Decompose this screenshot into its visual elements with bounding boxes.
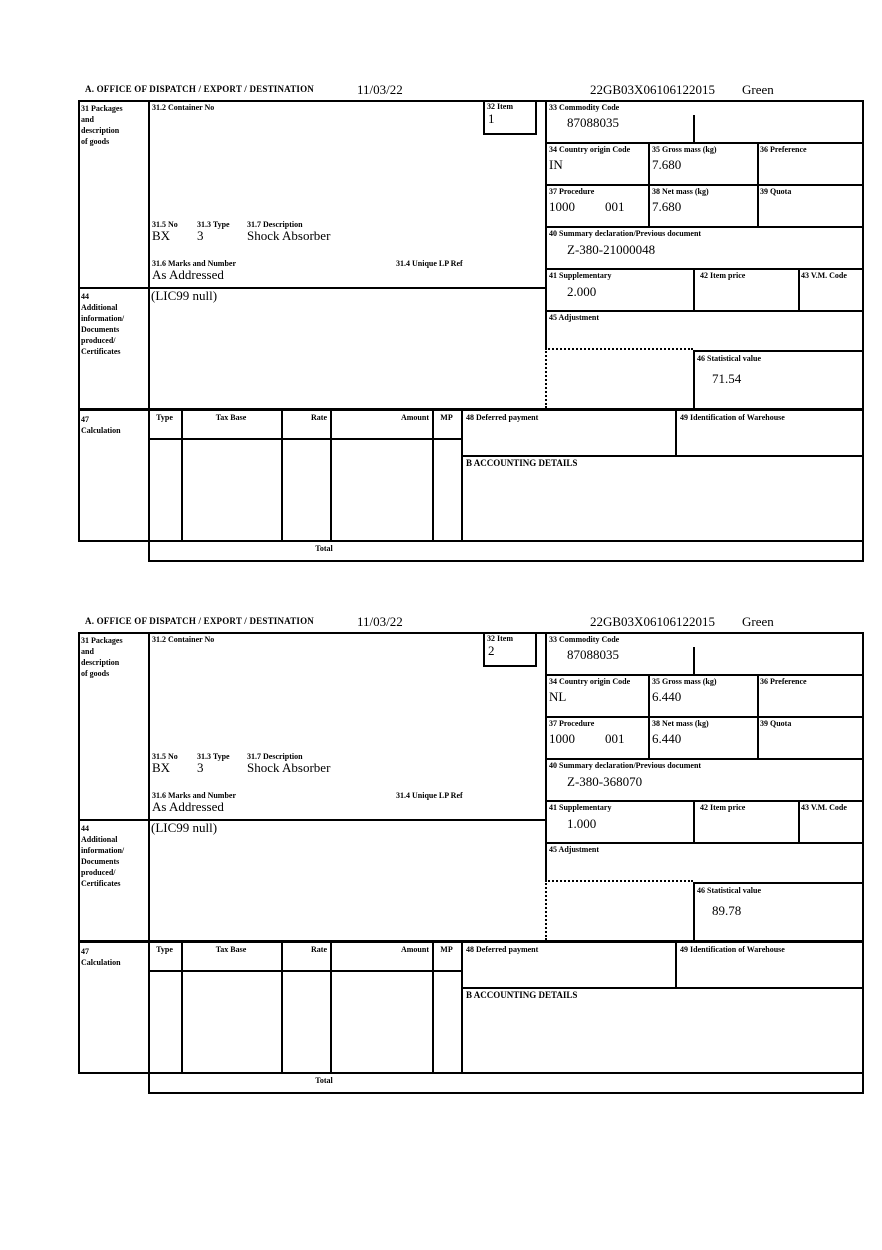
packages-no-value: BX: [152, 228, 171, 243]
box43-label: 43 V.M. Code: [801, 271, 847, 280]
grid-line: [432, 942, 434, 1072]
grid-line: [545, 310, 862, 312]
grid-line: [675, 410, 677, 455]
accounting-details-label: B ACCOUNTING DETAILS: [466, 458, 578, 468]
grid-line: [432, 410, 434, 540]
box42-label: 42 Item price: [700, 803, 746, 812]
declaration-item-section: [0, 614, 882, 1098]
box31-2-label: 31.2 Container No: [152, 103, 215, 112]
col-tax-base-label: Tax Base: [215, 413, 247, 422]
packages-type-value: 3: [197, 760, 204, 775]
grid-line: [148, 560, 864, 562]
grid-line: [281, 410, 283, 540]
grid-line: [78, 632, 864, 634]
grid-line: [545, 800, 862, 802]
previous-document-value: Z-380-21000048: [567, 242, 656, 257]
box31-5-label: 31.5 No: [152, 752, 178, 761]
col-mp-label: MP: [440, 413, 453, 422]
declaration-item-section: [0, 82, 882, 566]
declaration-reference: 22GB03X06106122015: [590, 82, 715, 97]
grid-line: [461, 942, 463, 1072]
supplementary-value: 1.000: [567, 816, 597, 831]
grid-line: [483, 100, 485, 133]
marks-value: As Addressed: [152, 799, 224, 814]
grid-line: [545, 184, 862, 186]
packages-no-value: BX: [152, 760, 171, 775]
grid-line: [545, 632, 547, 880]
grid-line: [148, 632, 150, 1094]
grid-line: [545, 758, 862, 760]
previous-document-value: Z-380-368070: [567, 774, 643, 789]
box37-label: 37 Procedure: [549, 187, 595, 196]
box31-4-label: 31.4 Unique LP Ref: [396, 259, 463, 268]
goods-description-value: Shock Absorber: [247, 228, 331, 243]
box40-label: 40 Summary declaration/Previous document: [549, 761, 702, 770]
procedure-additional-value: 001: [605, 731, 625, 746]
net-mass-value: 7.680: [652, 199, 682, 214]
grid-line: [545, 842, 862, 844]
col-amount-label: Amount: [400, 413, 429, 422]
box49-label: 49 Identification of Warehouse: [680, 413, 785, 422]
box34-label: 34 Country origin Code: [549, 677, 631, 686]
grid-line: [483, 665, 537, 667]
dotted-line: [545, 348, 693, 350]
office-of-dispatch-label: A. OFFICE OF DISPATCH / EXPORT / DESTINATION: [85, 616, 315, 626]
grid-line: [461, 410, 463, 540]
box41-label: 41 Supplementary: [549, 803, 612, 812]
declaration-date: 11/03/22: [357, 82, 403, 97]
item-number-value: 2: [488, 643, 495, 658]
grid-line: [535, 632, 537, 665]
box31-6-label: 31.6 Marks and Number: [152, 259, 237, 268]
grid-line: [148, 1092, 864, 1094]
box46-label: 46 Statistical value: [697, 354, 761, 363]
grid-line: [545, 268, 862, 270]
box38-label: 38 Net mass (kg): [652, 719, 709, 728]
additional-info-value: (LIC99 null): [151, 288, 218, 303]
box33-label: 33 Commodity Code: [549, 103, 620, 112]
box31-2-label: 31.2 Container No: [152, 635, 215, 644]
box40-label: 40 Summary declaration/Previous document: [549, 229, 702, 238]
box31-6-label: 31.6 Marks and Number: [152, 791, 237, 800]
box31-7-label: 31.7 Description: [247, 752, 303, 761]
box41-label: 41 Supplementary: [549, 271, 612, 280]
grid-line: [148, 100, 150, 562]
grid-line: [330, 410, 332, 540]
routing-indicator: Green: [742, 614, 774, 629]
grid-line: [545, 100, 547, 348]
box31-3-label: 31.3 Type: [197, 752, 230, 761]
box46-label: 46 Statistical value: [697, 886, 761, 895]
item-number-value: 1: [488, 111, 495, 126]
declaration-date: 11/03/22: [357, 614, 403, 629]
grid-line: [545, 674, 862, 676]
box35-label: 35 Gross mass (kg): [652, 677, 717, 686]
box35-label: 35 Gross mass (kg): [652, 145, 717, 154]
supplementary-value: 2.000: [567, 284, 597, 299]
routing-indicator: Green: [742, 82, 774, 97]
grid-line: [181, 410, 183, 540]
box34-label: 34 Country origin Code: [549, 145, 631, 154]
box31-label: 31 Packages and description of goods: [81, 104, 123, 146]
box37-label: 37 Procedure: [549, 719, 595, 728]
box31-label: 31 Packages and description of goods: [81, 636, 123, 678]
box32-label: 32 Item: [487, 634, 513, 643]
statistical-value: 89.78: [712, 903, 742, 918]
grid-line: [78, 408, 864, 411]
box45-label: 45 Adjustment: [549, 313, 600, 322]
grid-line: [545, 716, 862, 718]
accounting-details-label: B ACCOUNTING DETAILS: [466, 990, 578, 1000]
grid-line: [862, 632, 864, 1094]
grid-line: [648, 142, 650, 226]
procedure-value: 1000: [549, 731, 575, 746]
box39-label: 39 Quota: [760, 187, 792, 196]
box36-label: 36 Preference: [760, 677, 807, 686]
grid-line: [78, 632, 80, 1074]
commodity-code-value: 87088035: [567, 115, 619, 130]
grid-line: [693, 882, 695, 940]
grid-line: [330, 942, 332, 1072]
grid-line: [545, 226, 862, 228]
country-origin-value: NL: [549, 689, 567, 704]
gross-mass-value: 6.440: [652, 689, 682, 704]
dotted-line: [545, 348, 547, 408]
grid-line: [757, 674, 759, 758]
col-type-label: Type: [156, 945, 173, 954]
box42-label: 42 Item price: [700, 271, 746, 280]
grid-line: [78, 1072, 864, 1074]
box48-label: 48 Deferred payment: [466, 413, 539, 422]
box38-label: 38 Net mass (kg): [652, 187, 709, 196]
additional-info-value: (LIC99 null): [151, 820, 218, 835]
box43-label: 43 V.M. Code: [801, 803, 847, 812]
grid-line: [78, 940, 864, 943]
marks-value: As Addressed: [152, 267, 224, 282]
grid-line: [757, 142, 759, 226]
box31-5-label: 31.5 No: [152, 220, 178, 229]
box47-label: 47 Calculation: [81, 947, 121, 967]
box31-4-label: 31.4 Unique LP Ref: [396, 791, 463, 800]
col-tax-base-label: Tax Base: [215, 945, 247, 954]
commodity-code-value: 87088035: [567, 647, 619, 662]
grid-line: [78, 100, 864, 102]
box48-label: 48 Deferred payment: [466, 945, 539, 954]
grid-line: [148, 970, 461, 972]
procedure-value: 1000: [549, 199, 575, 214]
dotted-line: [545, 880, 547, 940]
box31-7-label: 31.7 Description: [247, 220, 303, 229]
box47-label: 47 Calculation: [81, 415, 121, 435]
dotted-line: [545, 880, 693, 882]
country-origin-value: IN: [549, 157, 563, 172]
box39-label: 39 Quota: [760, 719, 792, 728]
grid-line: [648, 674, 650, 758]
grid-line: [78, 100, 80, 542]
commodity-code-divider: [693, 647, 695, 674]
col-rate-label: Rate: [311, 413, 327, 422]
declaration-reference: 22GB03X06106122015: [590, 614, 715, 629]
gross-mass-value: 7.680: [652, 157, 682, 172]
grid-line: [693, 350, 695, 408]
net-mass-value: 6.440: [652, 731, 682, 746]
box33-label: 33 Commodity Code: [549, 635, 620, 644]
box44-label: 44 Additional information/ Documents produced/ Certificates: [81, 292, 125, 356]
total-label: Total: [315, 544, 333, 553]
grid-line: [798, 800, 800, 842]
grid-line: [798, 268, 800, 310]
grid-line: [483, 632, 485, 665]
grid-line: [693, 350, 862, 352]
procedure-additional-value: 001: [605, 199, 625, 214]
grid-line: [483, 133, 537, 135]
goods-description-value: Shock Absorber: [247, 760, 331, 775]
grid-line: [461, 987, 864, 989]
packages-type-value: 3: [197, 228, 204, 243]
grid-line: [535, 100, 537, 133]
col-type-label: Type: [156, 413, 173, 422]
grid-line: [545, 142, 862, 144]
grid-line: [148, 438, 461, 440]
grid-line: [693, 268, 695, 310]
grid-line: [675, 942, 677, 987]
grid-line: [181, 942, 183, 1072]
statistical-value: 71.54: [712, 371, 742, 386]
grid-line: [693, 882, 862, 884]
grid-line: [461, 455, 864, 457]
grid-line: [693, 800, 695, 842]
office-of-dispatch-label: A. OFFICE OF DISPATCH / EXPORT / DESTINATION: [85, 84, 315, 94]
grid-line: [78, 540, 864, 542]
box45-label: 45 Adjustment: [549, 845, 600, 854]
box31-3-label: 31.3 Type: [197, 220, 230, 229]
total-label: Total: [315, 1076, 333, 1085]
box36-label: 36 Preference: [760, 145, 807, 154]
grid-line: [862, 100, 864, 562]
box32-label: 32 Item: [487, 102, 513, 111]
commodity-code-divider: [693, 115, 695, 142]
grid-line: [281, 942, 283, 1072]
col-mp-label: MP: [440, 945, 453, 954]
box44-label: 44 Additional information/ Documents produced/ Certificates: [81, 824, 125, 888]
col-rate-label: Rate: [311, 945, 327, 954]
box49-label: 49 Identification of Warehouse: [680, 945, 785, 954]
col-amount-label: Amount: [400, 945, 429, 954]
